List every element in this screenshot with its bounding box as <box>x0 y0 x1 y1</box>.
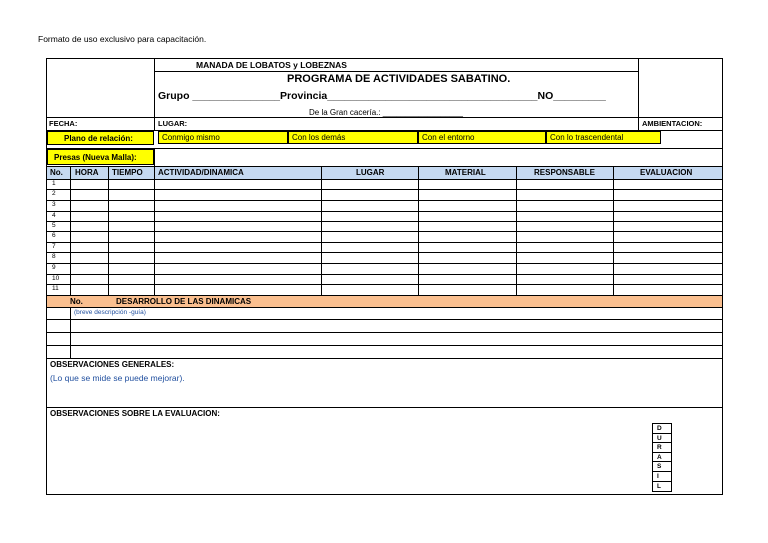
divider <box>638 58 639 117</box>
divider <box>154 58 155 117</box>
durasil-letter: S <box>653 462 671 472</box>
durasil-letter: L <box>657 482 661 490</box>
col-evaluacion: EVALUACION <box>640 168 693 177</box>
row-number: 10 <box>52 275 60 282</box>
row-number: 7 <box>52 243 56 250</box>
row-number: 3 <box>52 201 56 208</box>
usage-note: Formato de uso exclusivo para capacitación. <box>38 34 207 44</box>
col-material: MATERIAL <box>445 168 486 177</box>
table-row <box>46 189 723 190</box>
hunt-line: De la Gran cacería.: __________________ <box>309 108 463 117</box>
col-no: No. <box>50 168 63 177</box>
divider <box>46 407 723 408</box>
row-number: 2 <box>52 190 56 197</box>
dinamicas-no: No. <box>70 297 83 306</box>
table-row <box>46 242 723 243</box>
table-row <box>46 221 723 222</box>
table-row <box>46 284 723 285</box>
table-header <box>47 167 722 179</box>
table-row <box>46 231 723 232</box>
dinamicas-title: DESARROLLO DE LAS DINAMICAS <box>116 297 252 306</box>
presas-label: Presas (Nueva Malla): <box>47 149 154 165</box>
table-row <box>46 200 723 201</box>
table-row <box>46 319 723 320</box>
divider <box>638 117 639 130</box>
group-province-line: Grupo _______________Provincia____________________________________NO_________ <box>158 90 606 102</box>
row-number: 9 <box>52 264 56 271</box>
divider <box>154 117 155 130</box>
durasil-letter: D <box>653 424 671 434</box>
divider <box>46 179 723 180</box>
plano-option-environment[interactable]: Con el entorno <box>418 131 546 144</box>
col-tiempo: TIEMPO <box>112 168 143 177</box>
row-number: 8 <box>52 253 56 260</box>
table-row <box>46 345 723 346</box>
durasil-letter: R <box>653 443 671 453</box>
group-title: MANADA DE LOBATOS y LOBEZNAS <box>196 60 347 70</box>
divider <box>154 71 638 72</box>
observaciones-hint: (Lo que se mide se puede mejorar). <box>50 373 185 383</box>
durasil-letter: A <box>653 453 671 463</box>
plano-option-others[interactable]: Con los demás <box>288 131 418 144</box>
divider <box>46 117 723 118</box>
observaciones-title: OBSERVACIONES GENERALES: <box>50 360 175 369</box>
col-hora: HORA <box>75 168 99 177</box>
divider <box>46 307 723 308</box>
fecha-label: FECHA: <box>49 119 78 128</box>
dinamicas-hint: (breve descripción -guía) <box>74 309 146 316</box>
plano-label: Plano de relación: <box>47 131 154 145</box>
program-title: PROGRAMA DE ACTIVIDADES SABATINO. <box>287 73 511 85</box>
ambientacion-label: AMBIENTACION: <box>642 119 703 128</box>
evaluacion-obs-title: OBSERVACIONES SOBRE LA EVALUACION: <box>50 409 220 418</box>
col-lugar: LUGAR <box>356 168 385 177</box>
table-row <box>46 332 723 333</box>
lugar-label: LUGAR: <box>158 119 188 128</box>
row-number: 4 <box>52 212 56 219</box>
table-row <box>46 274 723 275</box>
col-responsable: RESPONSABLE <box>534 168 595 177</box>
table-row <box>46 211 723 212</box>
table-row <box>46 252 723 253</box>
durasil-letter: U <box>653 434 671 444</box>
col-actividad: ACTIVIDAD/DINAMICA <box>158 168 244 177</box>
durasil-box <box>652 423 672 492</box>
row-number: 11 <box>52 285 59 292</box>
plano-option-transcendental[interactable]: Con lo trascendental <box>546 131 661 144</box>
row-number: 1 <box>52 180 56 187</box>
table-row <box>46 263 723 264</box>
divider <box>46 358 723 359</box>
row-number: 6 <box>52 232 56 239</box>
activity-form <box>46 58 723 495</box>
row-number: 5 <box>52 222 56 229</box>
plano-option-self[interactable]: Conmigo mismo <box>158 131 288 144</box>
durasil-letter: I <box>653 472 671 482</box>
